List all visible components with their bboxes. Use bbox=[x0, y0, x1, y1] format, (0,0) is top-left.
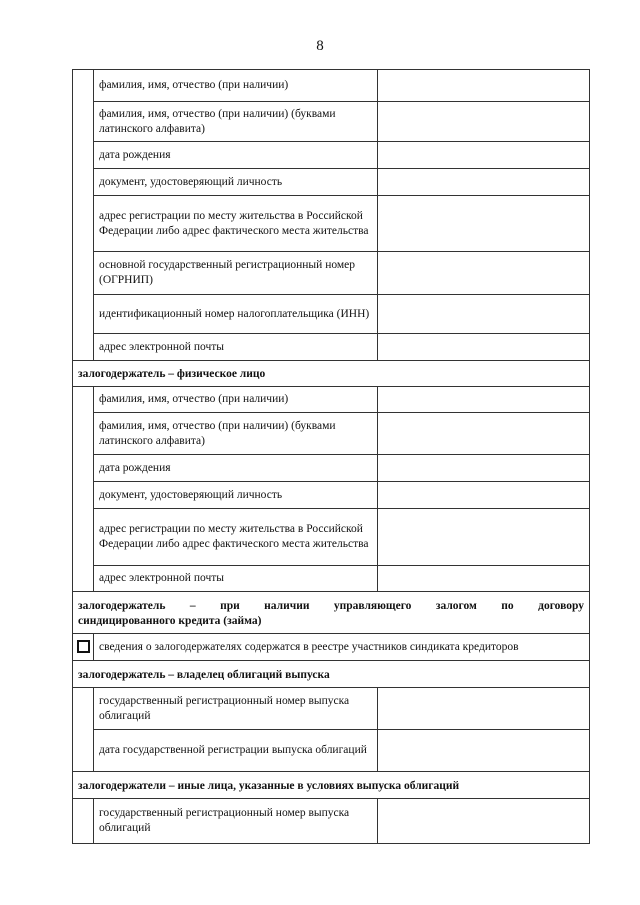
table-row bbox=[73, 334, 590, 361]
field-value[interactable] bbox=[378, 102, 590, 142]
field-label: адрес электронной почты bbox=[94, 334, 378, 361]
pledge-holder-form-table bbox=[72, 69, 590, 844]
field-label: дата рождения bbox=[94, 455, 378, 482]
indent-cell bbox=[73, 70, 94, 102]
section-title-line-2: синдицированного кредита (займа) bbox=[78, 614, 262, 627]
table-row bbox=[73, 102, 590, 142]
title-word: управляющего bbox=[333, 599, 412, 612]
title-word: при bbox=[220, 599, 240, 612]
title-word: залогом bbox=[435, 599, 477, 612]
indent-cell bbox=[73, 730, 94, 772]
field-label: адрес электронной почты bbox=[94, 566, 378, 592]
checkbox-row bbox=[73, 634, 590, 661]
title-word: наличии bbox=[264, 599, 310, 612]
indent-cell bbox=[73, 102, 94, 142]
field-label: адрес регистрации по месту жительства в Российской Федерации либо адрес фактического места жительства bbox=[94, 509, 378, 566]
section-title-line-1 bbox=[78, 599, 584, 614]
indent-cell bbox=[73, 688, 94, 730]
table-row bbox=[73, 730, 590, 772]
title-word: – bbox=[189, 599, 196, 612]
indent-cell bbox=[73, 169, 94, 196]
section-header-row bbox=[73, 772, 590, 799]
table-row bbox=[73, 566, 590, 592]
field-label: фамилия, имя, отчество (при наличии) bbox=[94, 70, 378, 102]
field-label: фамилия, имя, отчество (при наличии) (буквами латинского алфавита) bbox=[94, 413, 378, 455]
field-label: государственный регистрационный номер выпуска облигаций bbox=[94, 688, 378, 730]
indent-cell bbox=[73, 509, 94, 566]
field-value[interactable] bbox=[378, 252, 590, 295]
field-value[interactable] bbox=[378, 387, 590, 413]
indent-cell bbox=[73, 482, 94, 509]
field-value[interactable] bbox=[378, 482, 590, 509]
indent-cell bbox=[73, 799, 94, 844]
field-value[interactable] bbox=[378, 799, 590, 844]
indent-cell bbox=[73, 455, 94, 482]
table-row bbox=[73, 70, 590, 102]
section-title-individual: залогодержатель – физическое лицо bbox=[73, 361, 590, 387]
field-label: дата рождения bbox=[94, 142, 378, 169]
field-label: дата государственной регистрации выпуска облигаций bbox=[94, 730, 378, 772]
indent-cell bbox=[73, 413, 94, 455]
field-value[interactable] bbox=[378, 142, 590, 169]
checkbox-cell[interactable] bbox=[73, 634, 94, 661]
field-label: фамилия, имя, отчество (при наличии) (буквами латинского алфавита) bbox=[94, 102, 378, 142]
checkbox-label: сведения о залогодержателях содержатся в реестре участников синдиката кредиторов bbox=[94, 634, 590, 661]
field-value[interactable] bbox=[378, 70, 590, 102]
table-row bbox=[73, 142, 590, 169]
section-title-syndicated bbox=[73, 592, 590, 634]
table-row bbox=[73, 252, 590, 295]
field-value[interactable] bbox=[378, 566, 590, 592]
section-title-bond-owner: залогодержатель – владелец облигаций выпуска bbox=[73, 661, 590, 688]
indent-cell bbox=[73, 142, 94, 169]
field-value[interactable] bbox=[378, 730, 590, 772]
title-word: договору bbox=[538, 599, 584, 612]
title-word: залогодержатель bbox=[78, 599, 166, 612]
table-row bbox=[73, 482, 590, 509]
section-title-other: залогодержатели – иные лица, указанные в условиях выпуска облигаций bbox=[73, 772, 590, 799]
field-value[interactable] bbox=[378, 509, 590, 566]
table-row bbox=[73, 413, 590, 455]
table-row bbox=[73, 387, 590, 413]
field-label: государственный регистрационный номер выпуска облигаций bbox=[94, 799, 378, 844]
field-label: основной государственный регистрационный номер (ОГРНИП) bbox=[94, 252, 378, 295]
table-row bbox=[73, 509, 590, 566]
section-header-row bbox=[73, 661, 590, 688]
indent-cell bbox=[73, 295, 94, 334]
field-label: документ, удостоверяющий личность bbox=[94, 482, 378, 509]
table-row bbox=[73, 295, 590, 334]
field-value[interactable] bbox=[378, 413, 590, 455]
table-row bbox=[73, 455, 590, 482]
field-value[interactable] bbox=[378, 688, 590, 730]
indent-cell bbox=[73, 566, 94, 592]
table-row bbox=[73, 196, 590, 252]
field-value[interactable] bbox=[378, 169, 590, 196]
table-row bbox=[73, 799, 590, 844]
title-word: по bbox=[501, 599, 514, 612]
table-row bbox=[73, 169, 590, 196]
field-label: документ, удостоверяющий личность bbox=[94, 169, 378, 196]
field-label: идентификационный номер налогоплательщика (ИНН) bbox=[94, 295, 378, 334]
field-label: фамилия, имя, отчество (при наличии) bbox=[94, 387, 378, 413]
section-header-row bbox=[73, 592, 590, 634]
field-value[interactable] bbox=[378, 295, 590, 334]
indent-cell bbox=[73, 252, 94, 295]
indent-cell bbox=[73, 196, 94, 252]
field-value[interactable] bbox=[378, 455, 590, 482]
indent-cell bbox=[73, 334, 94, 361]
table-row bbox=[73, 688, 590, 730]
syndicate-registry-checkbox[interactable] bbox=[77, 640, 90, 653]
field-label: адрес регистрации по месту жительства в Российской Федерации либо адрес фактического места жительства bbox=[94, 196, 378, 252]
section-header-row bbox=[73, 361, 590, 387]
field-value[interactable] bbox=[378, 334, 590, 361]
field-value[interactable] bbox=[378, 196, 590, 252]
page-number: 8 bbox=[316, 38, 324, 54]
indent-cell bbox=[73, 387, 94, 413]
